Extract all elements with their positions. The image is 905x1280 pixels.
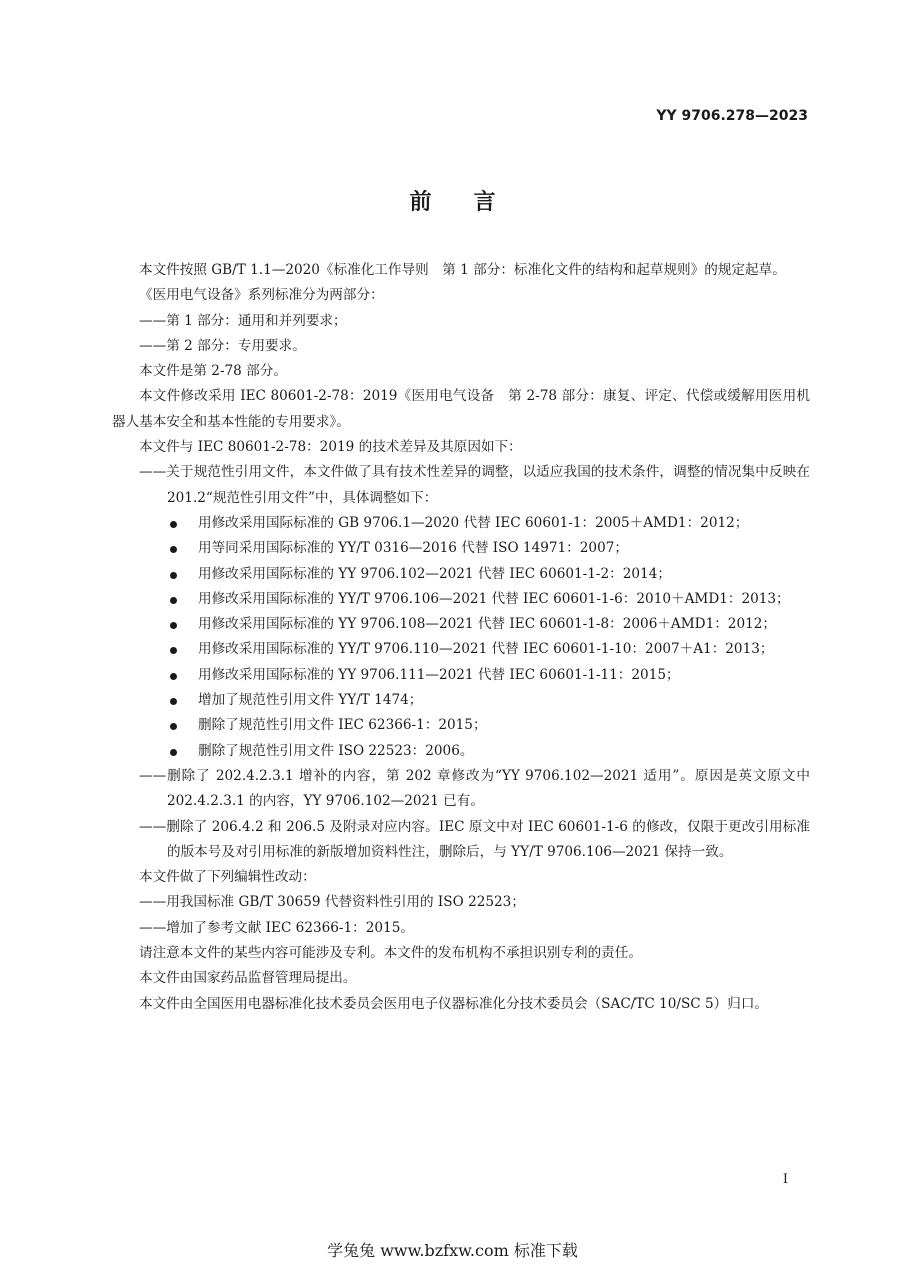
dash-item: ——增加了参考文献 IEC 62366-1：2015。	[139, 919, 414, 936]
paragraph: 本文件与 IEC 80601-2-78：2019 的技术差异及其原因如下：	[139, 439, 522, 456]
paragraph: 本文件由国家药品监督管理局提出。	[139, 970, 357, 987]
document-body	[112, 258, 810, 1017]
bullet-item: 用等同采用国际标准的 YY/T 0316—2016 代替 ISO 14971：2007；	[167, 536, 810, 561]
paragraph: 本文件是第 2-78 部分。	[139, 363, 287, 380]
standard-code: YY 9706.278—2023	[656, 108, 808, 124]
bullet-item: 删除了规范性引用文件 ISO 22523：2006。	[167, 739, 810, 764]
paragraph: 本文件按照 GB/T 1.1—2020《标准化工作导则 第 1 部分：标准化文件的结构和起草规则》的规定起草。	[139, 262, 786, 278]
bullet-list	[112, 511, 810, 764]
bullet-item: 用修改采用国际标准的 GB 9706.1—2020 代替 IEC 60601-1：2005＋AMD1：2012；	[167, 511, 810, 536]
paragraph: 请注意本文件的某些内容可能涉及专利。本文件的发布机构不承担识别专利的责任。	[139, 945, 642, 962]
dash-item: ——删除了 206.4.2 和 206.5 及附录对应内容。IEC 原文中对 IEC 60601-1-6 的修改，仅限于更改引用标准的版本号及对引用标准的新版增加资料性注，删除后，与 YY/T 9706.106—2021 保持一致。	[139, 818, 810, 860]
bullet-item: 删除了规范性引用文件 IEC 62366-1：2015；	[167, 713, 810, 738]
dash-item: ——删除了 202.4.2.3.1 增补的内容，第 202 章修改为“YY 9706.102—2021 适用”。原因是英文原文中 202.4.2.3.1 的内容，YY 9706.102—2021 已有。	[139, 767, 810, 810]
bullet-item: 用修改采用国际标准的 YY 9706.108—2021 代替 IEC 60601-1-8：2006＋AMD1：2012；	[167, 612, 810, 637]
page-title: 前言	[409, 190, 538, 215]
bullet-item: 用修改采用国际标准的 YY 9706.111—2021 代替 IEC 60601-1-11：2015；	[167, 663, 810, 688]
paragraph: 《医用电气设备》系列标准分为两部分：	[139, 287, 384, 304]
footer-watermark: 学兔兔 www.bzfxw.com 标准下载	[327, 1241, 578, 1260]
bullet-item: 用修改采用国际标准的 YY/T 9706.110—2021 代替 IEC 60601-1-10：2007＋A1：2013；	[167, 637, 810, 662]
bullet-item: 用修改采用国际标准的 YY 9706.102—2021 代替 IEC 60601-1-2：2014；	[167, 562, 810, 587]
bullet-item: 用修改采用国际标准的 YY/T 9706.106—2021 代替 IEC 60601-1-6：2010＋AMD1：2013；	[167, 587, 810, 612]
paragraph: 本文件由全国医用电器标准化技术委员会医用电子仪器标准化分技术委员会（SAC/TC 10/SC 5）归口。	[139, 995, 769, 1012]
paragraph: 本文件修改采用 IEC 80601-2-78：2019《医用电气设备 第 2-78 部分：康复、评定、代偿或缓解用医用机器人基本安全和基本性能的专用要求》。	[112, 388, 810, 430]
paragraph: 本文件做了下列编辑性改动：	[139, 869, 316, 886]
dash-item: ——第 1 部分：通用和并列要求；	[139, 312, 347, 329]
dash-item: ——第 2 部分：专用要求。	[139, 337, 306, 354]
dash-item: ——关于规范性引用文件，本文件做了具有技术性差异的调整，以适应我国的技术条件，调整的情况集中反映在 201.2“规范性引用文件”中，具体调整如下：	[139, 464, 810, 506]
bullet-item: 增加了规范性引用文件 YY/T 1474；	[167, 688, 810, 713]
dash-item: ——用我国标准 GB/T 30659 代替资料性引用的 ISO 22523；	[139, 894, 525, 911]
page-number: I	[782, 1172, 788, 1187]
